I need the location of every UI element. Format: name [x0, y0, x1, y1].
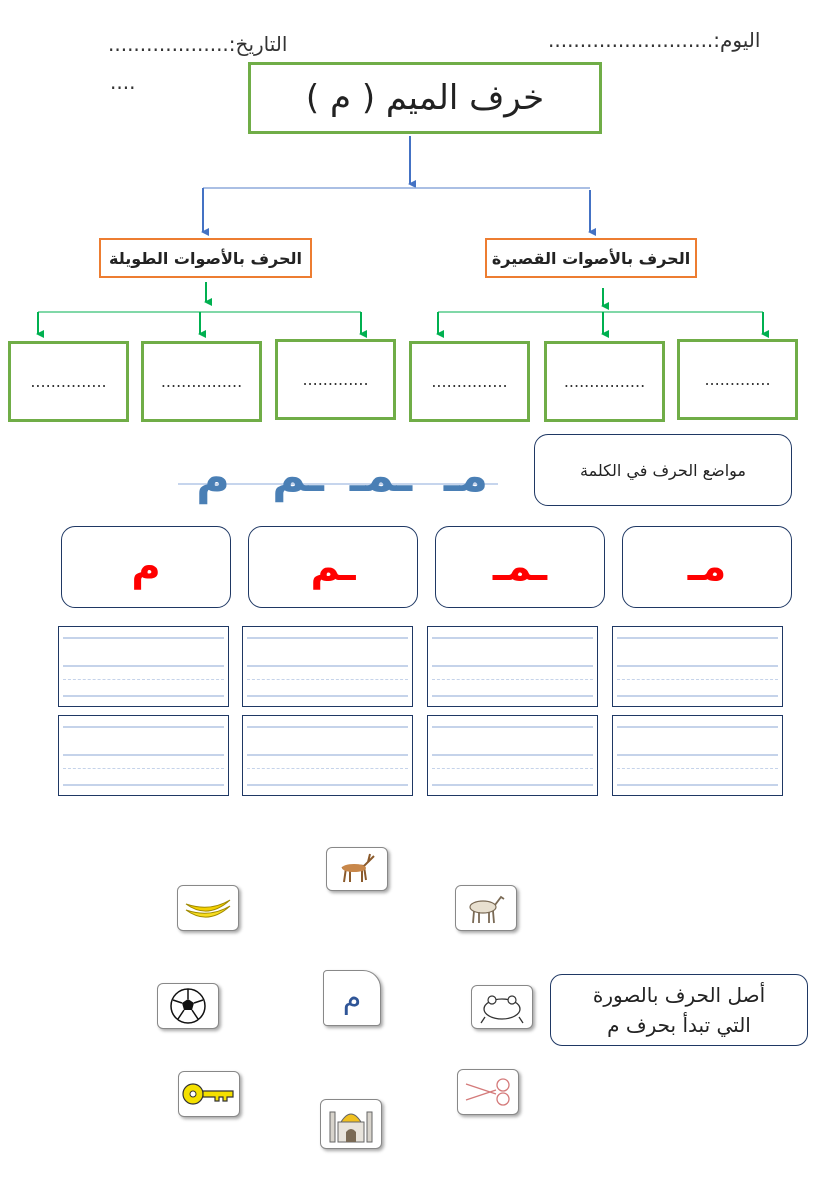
ball-picture[interactable] [157, 983, 219, 1029]
form-isolated-box: م [61, 526, 231, 608]
writing-box[interactable] [58, 626, 229, 707]
date-label: التاريخ: [228, 32, 288, 56]
instruction-line-2: التي تبدأ بحرف م [607, 1013, 751, 1037]
form-initial-box: مـ [622, 526, 792, 608]
answer-box-1[interactable]: ............... [8, 341, 129, 422]
answer-box-6[interactable]: ............. [677, 339, 798, 420]
branch-short-vowels: الحرف بالأصوات القصيرة [485, 238, 697, 278]
writing-box[interactable] [612, 626, 783, 707]
goat-icon [461, 889, 511, 927]
writing-box[interactable] [612, 715, 783, 796]
trace-initial-form: مـ [443, 448, 489, 502]
date-dots: ................... [108, 32, 229, 56]
form-final-box: ـم [248, 526, 418, 608]
writing-box[interactable] [58, 715, 229, 796]
branch-long-vowels: الحرف بالأصوات الطويلة [99, 238, 312, 278]
trace-final-form: ـم [272, 448, 324, 502]
frog-picture[interactable] [471, 985, 533, 1029]
writing-box[interactable] [427, 715, 598, 796]
mosque-icon [326, 1102, 376, 1146]
gazelle-icon [332, 850, 382, 888]
answer-box-2[interactable]: ................ [141, 341, 262, 422]
center-letter: م [342, 980, 362, 1016]
soccer-ball-icon [168, 986, 208, 1026]
mosque-picture[interactable] [320, 1099, 382, 1149]
writing-box[interactable] [242, 626, 413, 707]
banana-picture[interactable] [177, 885, 239, 931]
day-label: اليوم: [713, 28, 761, 52]
answer-box-5[interactable]: ................ [544, 341, 665, 422]
key-picture[interactable] [178, 1071, 240, 1117]
goat-picture[interactable] [455, 885, 517, 931]
trace-medial-form: ـمـ [349, 448, 413, 502]
writing-box[interactable] [427, 626, 598, 707]
scissors-picture[interactable] [457, 1069, 519, 1115]
instruction-line-1: أصل الحرف بالصورة [592, 983, 766, 1007]
form-medial-box: ـمـ [435, 526, 605, 608]
scissors-icon [462, 1074, 514, 1110]
page-title: خرف الميم ( م ) [248, 62, 602, 134]
letter-positions-label: مواضع الحرف في الكلمة [534, 434, 792, 506]
frog-icon [477, 989, 527, 1025]
answer-box-4[interactable]: ............... [409, 341, 530, 422]
day-dots: .......................... [548, 28, 714, 52]
writing-box[interactable] [242, 715, 413, 796]
center-letter-tile[interactable] [323, 970, 381, 1026]
matching-instruction [550, 974, 808, 1046]
answer-box-3[interactable]: ............. [275, 339, 396, 420]
banana-icon [182, 890, 234, 926]
key-icon [181, 1079, 237, 1109]
gazelle-picture[interactable] [326, 847, 388, 891]
trace-isolated-form: م [196, 450, 230, 504]
date-dots-continuation: .... [110, 70, 136, 94]
tree-connectors [0, 0, 831, 345]
